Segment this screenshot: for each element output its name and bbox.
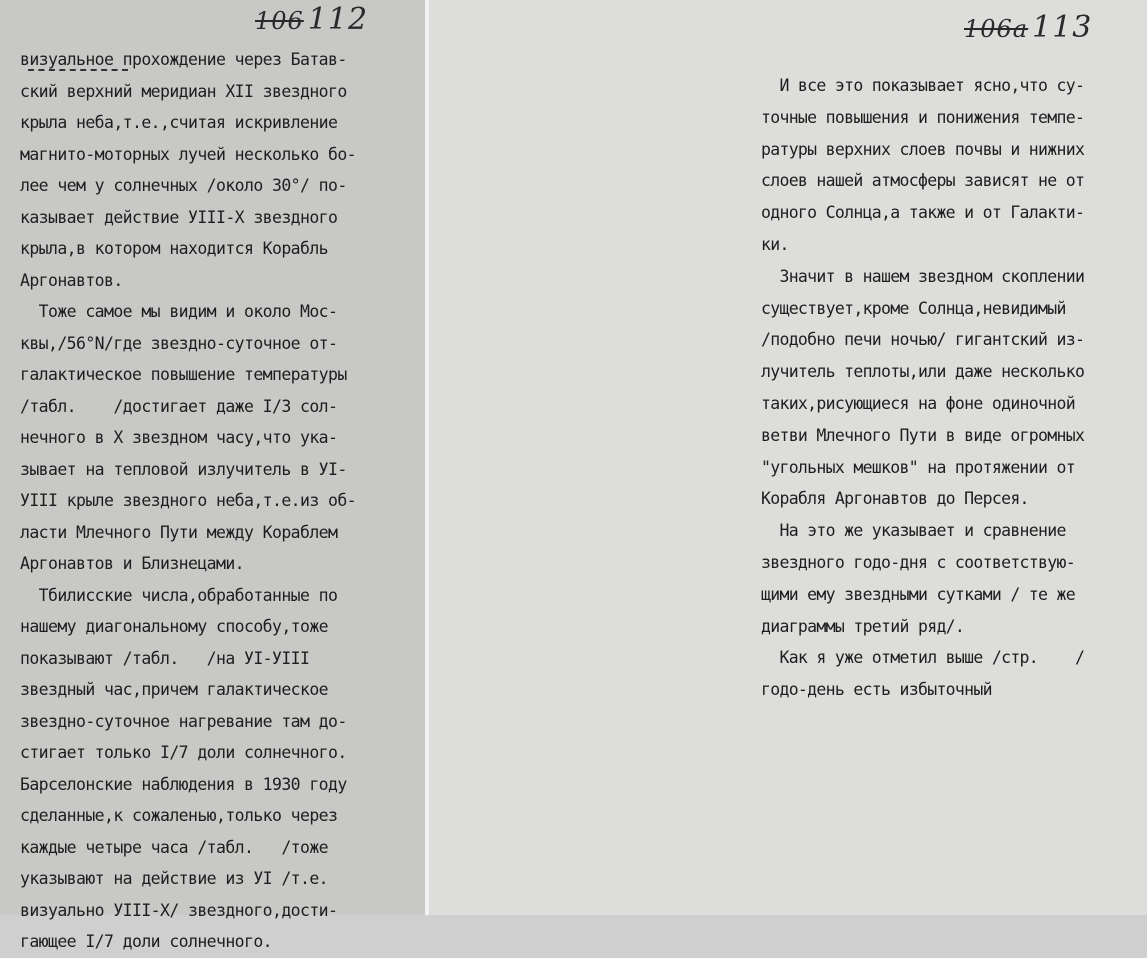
text-line: сделанные,к сожаленью,только через bbox=[20, 806, 338, 825]
left-page-number bbox=[255, 2, 368, 37]
text-line: визуально УIII-Х/ звездного,дости- bbox=[20, 900, 338, 920]
text-line: Значит в нашем звездном скоплении bbox=[761, 266, 1085, 286]
text-line: На это же указывает и сравнение bbox=[761, 521, 1066, 541]
text-line: Корабля Аргонавтов до Персея. bbox=[761, 489, 1029, 509]
text-line: лучитель теплоты,или даже несколько bbox=[761, 362, 1085, 382]
text-line: ки. bbox=[761, 234, 789, 254]
text-line: звездного годо-дня с соответствую- bbox=[761, 552, 1075, 572]
text-line: стигает только I/7 доли солнечного. bbox=[20, 743, 347, 762]
text-line: гающее I/7 доли солнечного. bbox=[20, 932, 273, 951]
text-line: /подобно печи ночью/ гигантский из- bbox=[761, 330, 1085, 350]
text-line: ратуры верхних слоев почвы и нижних bbox=[761, 139, 1085, 159]
text-line: нашему диагональному способу,тоже bbox=[20, 617, 329, 636]
text-line: таких,рисующиеся на фоне одиночной bbox=[761, 393, 1075, 413]
text-line: показывают /табл. /на УI-УIII bbox=[20, 648, 310, 668]
text-line: одного Солнца,а также и от Галакти- bbox=[761, 203, 1085, 223]
text-line: визуальное прохождение через Батав- bbox=[20, 50, 347, 69]
text-line: казывает действие УIII-Х звездного bbox=[20, 207, 338, 227]
text-line: указывают на действие из УI /т.е. bbox=[20, 869, 329, 888]
text-line: магнито-моторных лучей несколько бо- bbox=[20, 144, 357, 164]
text-line: /табл. /достигает даже I/3 сол- bbox=[20, 396, 338, 416]
text-line: каждые четыре часа /табл. /тоже bbox=[20, 837, 329, 857]
right-page bbox=[429, 0, 1147, 915]
text-line: лее чем у солнечных /около 30°/ по- bbox=[20, 176, 347, 195]
text-line: слоев нашей атмосферы зависят не от bbox=[761, 171, 1085, 191]
right-page-number-struck: 106а bbox=[964, 15, 1029, 43]
text-line: крыла,в котором находится Корабль bbox=[20, 239, 329, 258]
text-line: Как я уже отметил выше /стр. / bbox=[761, 648, 1085, 668]
text-line: галактическое повышение температуры bbox=[20, 365, 347, 384]
right-page-number bbox=[964, 10, 1092, 45]
text-line: И все это показывает ясно,что су- bbox=[761, 76, 1085, 95]
text-line: звездно-суточное нагревание там до- bbox=[20, 711, 347, 731]
left-page-text bbox=[20, 44, 420, 958]
text-line: нечного в Х звездном часу,что ука- bbox=[20, 428, 338, 447]
text-line: зывает на тепловой излучитель в УI- bbox=[20, 459, 347, 479]
text-line: ласти Млечного Пути между Кораблем bbox=[20, 522, 338, 542]
text-line: точные повышения и понижения темпе- bbox=[761, 107, 1085, 127]
text-line: Тоже самое мы видим и около Мос- bbox=[20, 302, 338, 321]
text-line: крыла неба,т.е.,считая искривление bbox=[20, 113, 338, 132]
text-line: годо-день есть избыточный bbox=[761, 680, 992, 700]
text-line: квы,/56°N/где звездно-суточное от- bbox=[20, 333, 338, 353]
text-line: существует,кроме Солнца,невидимый bbox=[761, 298, 1066, 318]
right-page-number-current: 113 bbox=[1032, 10, 1093, 45]
left-page bbox=[0, 0, 425, 951]
text-line: диаграммы третий ряд/. bbox=[761, 616, 965, 636]
text-line: щими ему звездными сутками / те же bbox=[761, 584, 1075, 604]
text-line: "угольных мешков" на протяжении от bbox=[761, 457, 1075, 477]
text-line: Аргонавтов. bbox=[20, 270, 123, 290]
text-line: Аргонавтов и Близнецами. bbox=[20, 554, 245, 573]
text-line: ский верхний меридиан XII звездного bbox=[20, 81, 347, 101]
left-page-number-struck: 106 bbox=[255, 7, 304, 35]
left-page-number-current: 112 bbox=[307, 2, 369, 37]
text-line: Барселонские наблюдения в 1930 году bbox=[20, 774, 347, 794]
text-line: ветви Млечного Пути в виде огромных bbox=[761, 425, 1085, 445]
text-line: Тбилисские числа,обработанные по bbox=[20, 585, 338, 605]
text-line: УIII крыле звездного неба,т.е.из об- bbox=[20, 491, 357, 510]
text-line: звездный час,причем галактическое bbox=[20, 680, 329, 699]
right-page-text bbox=[761, 70, 1147, 706]
